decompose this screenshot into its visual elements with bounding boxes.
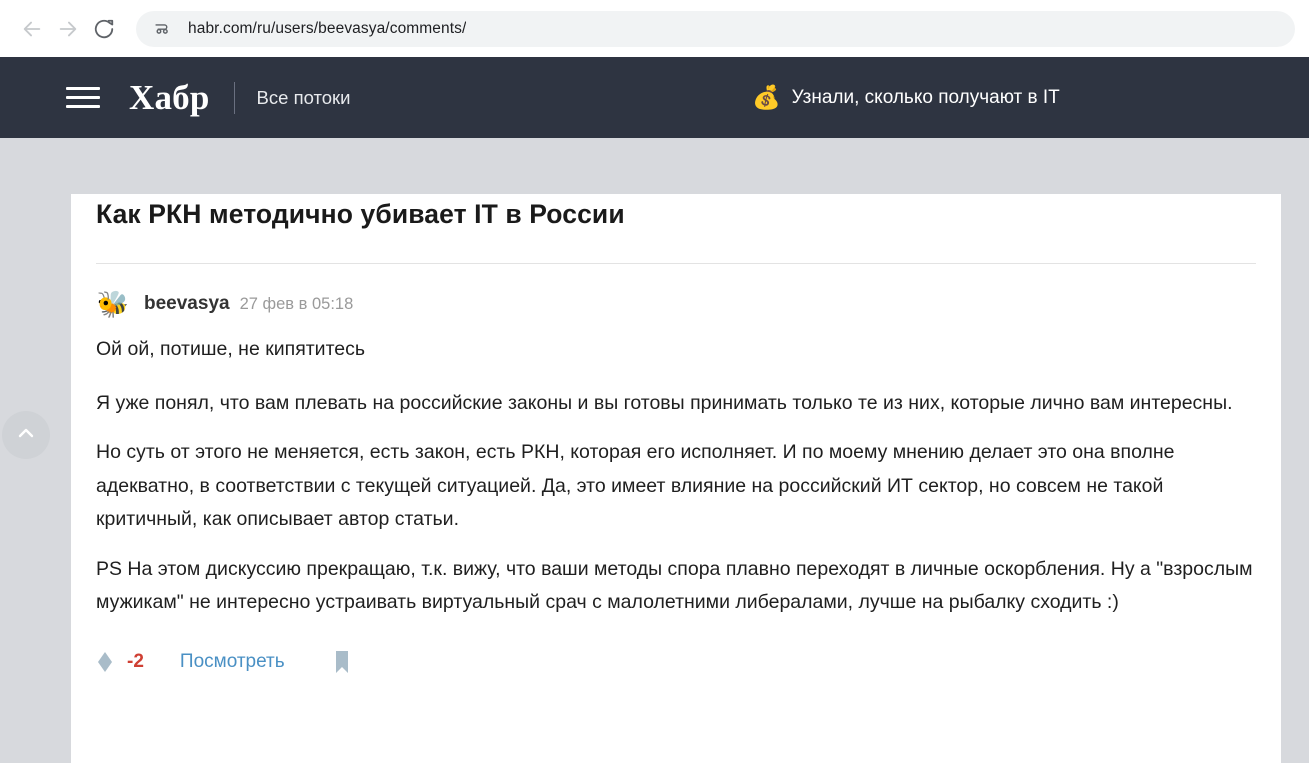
site-info-icon[interactable] xyxy=(152,19,172,39)
comment-header xyxy=(96,287,1256,321)
scroll-to-top-button[interactable] xyxy=(2,411,50,459)
rhombus-vote-icon[interactable] xyxy=(96,650,114,674)
comment-timestamp: 27 фев в 05:18 xyxy=(239,294,354,313)
promo-text: Узнали, сколько получают в IT xyxy=(791,86,1060,108)
hamburger-menu-icon[interactable] xyxy=(66,87,100,108)
comment-score: -2 xyxy=(127,650,144,672)
comment-paragraph: PS На этом дискуссию прекращаю, т.к. вижу, что ваши методы спора плавно переходят в личные оскорбления. Ну а "взрослым мужикам" не интересно устраивать виртуальный срач с малолетними либералами, лучше на рыбалку сходить :) xyxy=(96,557,1253,614)
page-title[interactable]: Как РКН методично убивает IT в России xyxy=(96,199,625,229)
arrow-left-icon xyxy=(21,18,43,40)
comment-footer xyxy=(96,646,1256,678)
comment-card xyxy=(71,194,1281,763)
web-page xyxy=(0,57,1309,763)
comment-paragraph: Но суть от этого не меняется, есть закон, есть РКН, которая его исполняет. И по моему мнению делает это она вполне адекватно, в соответствии с текущей ситуацией. Да, это имеет влияние на российский ИТ сектор, но совсем не такой критичный, как описывает автор статьи. xyxy=(96,441,1175,531)
site-header xyxy=(0,57,1309,138)
bee-avatar-icon: 🐝 xyxy=(96,289,130,319)
address-bar[interactable] xyxy=(136,11,1295,47)
forward-button[interactable] xyxy=(50,11,86,47)
reload-icon xyxy=(93,18,115,40)
header-divider xyxy=(234,82,235,114)
browser-toolbar xyxy=(0,0,1309,57)
site-logo[interactable]: Хабр xyxy=(129,77,210,117)
money-bag-icon: 💰 xyxy=(752,84,781,110)
nav-all-flows[interactable]: Все потоки xyxy=(256,86,351,108)
chevron-up-icon xyxy=(14,421,38,450)
comment-author[interactable]: beevasya xyxy=(144,293,230,314)
bookmark-icon[interactable] xyxy=(333,649,351,675)
arrow-right-icon xyxy=(57,18,79,40)
promo-banner[interactable] xyxy=(752,86,1060,109)
comment-item xyxy=(96,264,1256,678)
comment-paragraph: Ой ой, потише, не кипятитесь xyxy=(96,338,366,360)
comment-body xyxy=(96,333,1256,620)
back-button[interactable] xyxy=(14,11,50,47)
url-text: habr.com/ru/users/beevasya/comments/ xyxy=(188,19,467,37)
view-link[interactable]: Посмотреть xyxy=(179,650,285,672)
reload-button[interactable] xyxy=(86,11,122,47)
comment-paragraph: Я уже понял, что вам плевать на российские законы и вы готовы принимать только те из них, которые лично вам интересны. xyxy=(96,391,1233,414)
